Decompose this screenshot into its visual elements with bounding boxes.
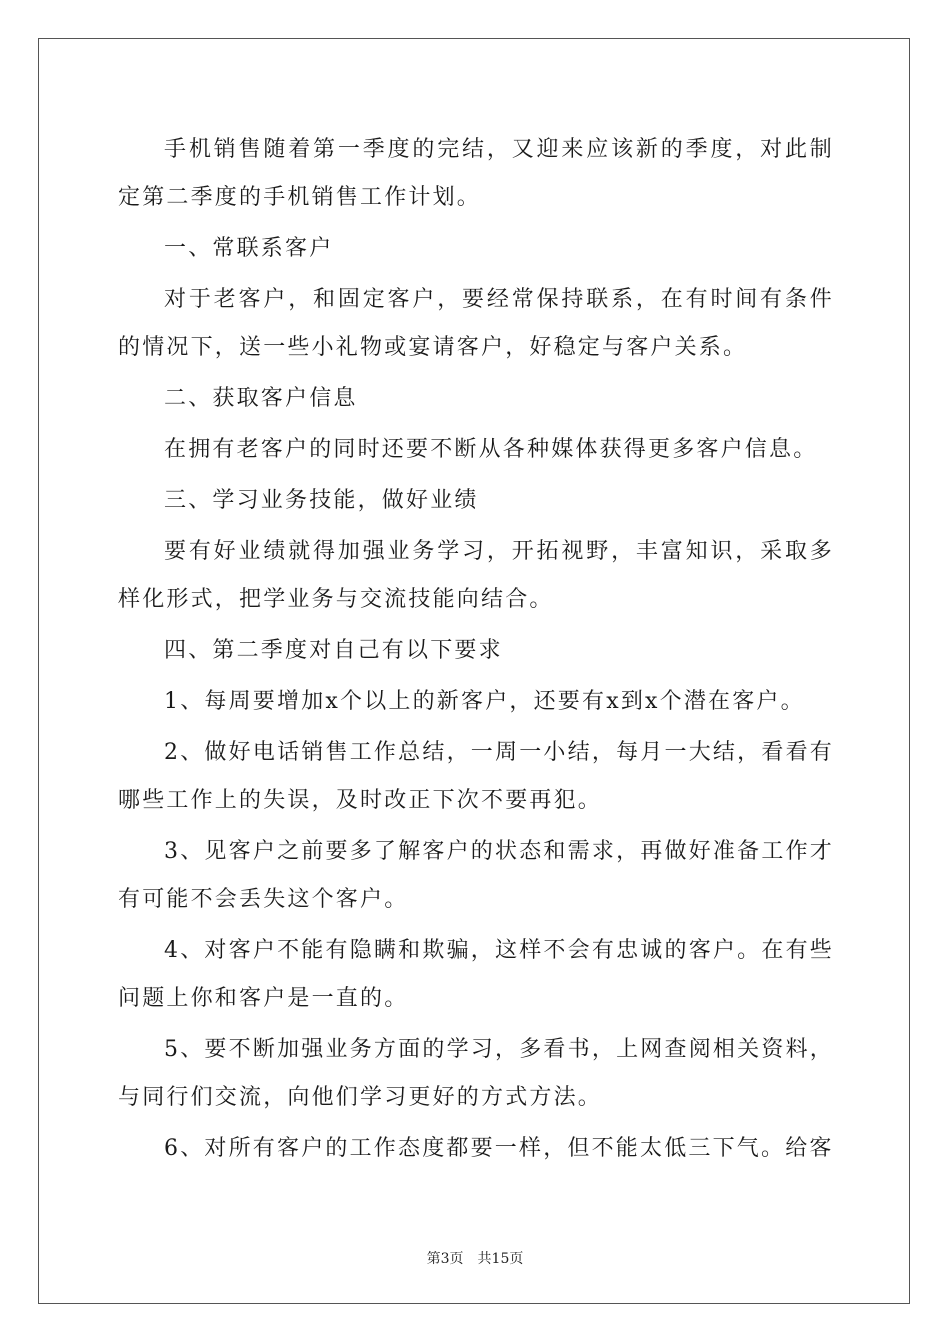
paragraph-1: 对于老客户，和固定客户，要经常保持联系，在有时间有条件的情况下，送一些小礼物或宴请客户，好稳定与客户关系。 [118, 287, 834, 360]
document-body [118, 126, 834, 1176]
page-total: 共15页 [477, 1251, 524, 1267]
paragraph-intro: 手机销售随着第一季度的完结，又迎来应该新的季度，对此制定第二季度的手机销售工作计划。 [118, 137, 834, 210]
paragraph-3: 要有好业绩就得加强业务学习，开拓视野，丰富知识，采取多样化形式，把学业务与交流技能向结合。 [118, 539, 834, 612]
section-heading-2: 二、获取客户信息 [164, 386, 358, 411]
list-item-1: 1、每周要增加x个以上的新客户，还要有x到x个潜在客户。 [164, 689, 805, 714]
list-item-3: 3、见客户之前要多了解客户的状态和需求，再做好准备工作才有可能不会丢失这个客户。 [118, 839, 834, 912]
list-item-2: 2、做好电话销售工作总结，一周一小结，每月一大结，看看有哪些工作上的失误，及时改正下次不要再犯。 [118, 740, 834, 813]
list-item-5: 5、要不断加强业务方面的学习，多看书，上网查阅相关资料，与同行们交流，向他们学习更好的方式方法。 [118, 1037, 834, 1110]
paragraph-2: 在拥有老客户的同时还要不断从各种媒体获得更多客户信息。 [164, 437, 818, 462]
page-number: 第3页 [426, 1251, 464, 1267]
list-item-6: 6、对所有客户的工作态度都要一样，但不能太低三下气。给客 [164, 1136, 834, 1161]
list-item-4: 4、对客户不能有隐瞒和欺骗，这样不会有忠诚的客户。在有些问题上你和客户是一直的。 [118, 938, 834, 1011]
section-heading-3: 三、学习业务技能，做好业绩 [164, 488, 479, 513]
page-footer [0, 1248, 950, 1268]
section-heading-1: 一、常联系客户 [164, 236, 334, 261]
section-heading-4: 四、第二季度对自己有以下要求 [164, 638, 503, 663]
